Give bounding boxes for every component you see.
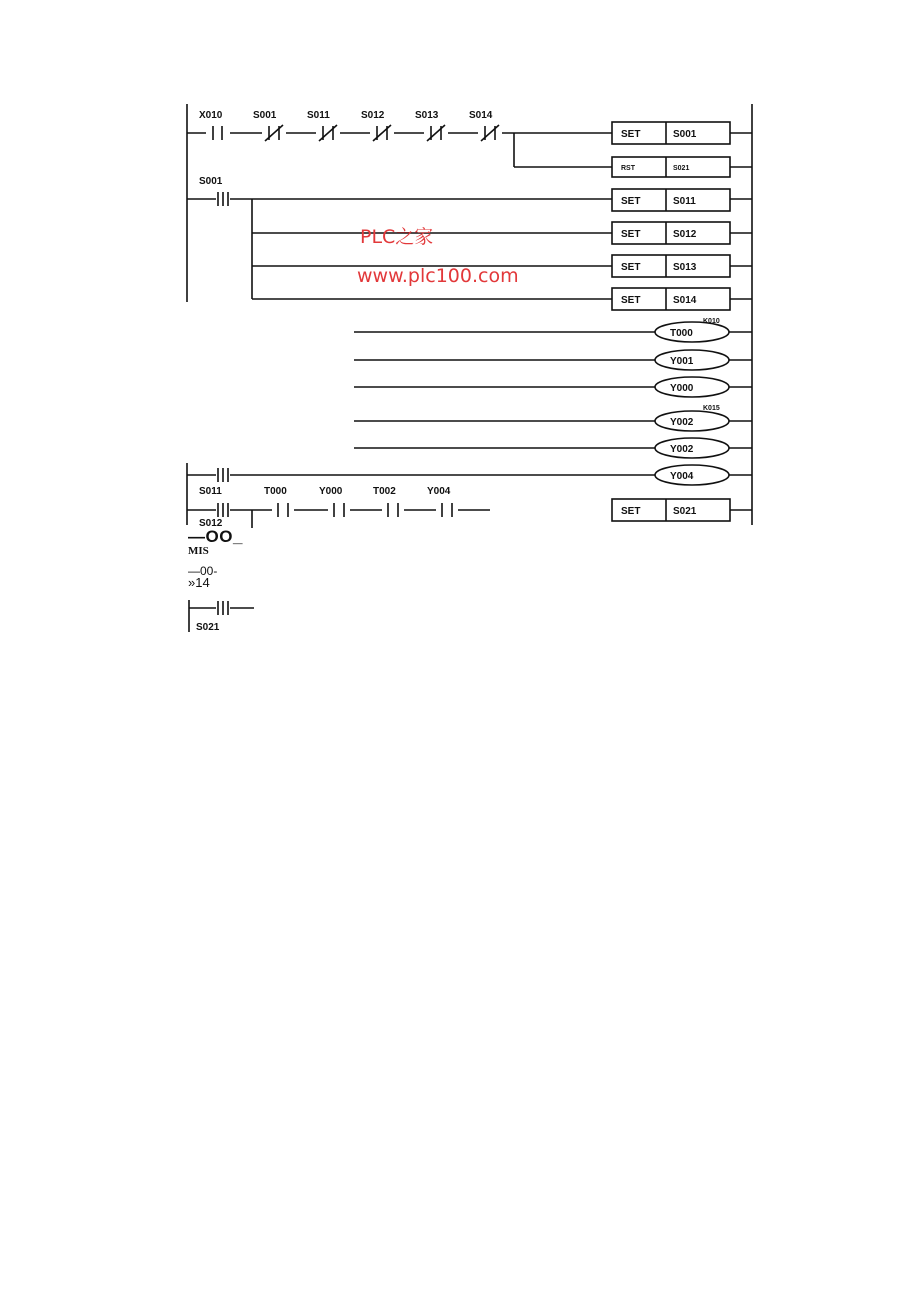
no-contact-y000: [328, 503, 350, 517]
svg-text:S013: S013: [673, 262, 697, 273]
svg-text:Y004: Y004: [670, 471, 694, 482]
no-contact-t002: [382, 503, 404, 517]
instruction-set-s012: [612, 222, 752, 244]
contact-label-t002: T002: [373, 486, 396, 497]
svg-text:K010: K010: [703, 318, 720, 325]
coil-y002-a: [655, 405, 752, 431]
watermark-url: www.plc100.com: [357, 265, 519, 287]
ocr-fragment-oo: —OO_: [188, 527, 243, 546]
svg-text:RST: RST: [621, 165, 635, 172]
svg-text:SET: SET: [621, 262, 641, 273]
coil-t000: [655, 318, 752, 342]
svg-text:SET: SET: [621, 129, 641, 140]
svg-text:S021: S021: [673, 506, 697, 517]
step-label-s011: S011: [199, 486, 222, 497]
svg-text:S014: S014: [673, 295, 697, 306]
instruction-set-s014: [612, 288, 752, 310]
contact-label-s001: S001: [253, 110, 277, 121]
nc-contact-s014: [478, 125, 502, 141]
svg-text:S011: S011: [673, 196, 696, 207]
step-label-s012: S012: [199, 518, 223, 529]
nc-contact-s001: [262, 125, 286, 141]
watermark-brand: PLC之家: [360, 226, 434, 248]
ladder-diagram: [0, 0, 920, 650]
svg-text:T000: T000: [670, 328, 693, 339]
svg-text:S021: S021: [673, 165, 690, 172]
no-contact-y004: [436, 503, 458, 517]
svg-text:Y002: Y002: [670, 417, 694, 428]
instruction-set-s001: [612, 122, 752, 144]
stl-contact-s011: [216, 467, 230, 483]
contact-label-x010: X010: [199, 110, 223, 121]
ocr-fragment-oo2: —00-: [188, 564, 218, 578]
svg-text:Y001: Y001: [670, 356, 694, 367]
nc-contact-s012: [370, 125, 394, 141]
svg-text:Y002: Y002: [670, 444, 694, 455]
instruction-set-s021: [612, 499, 752, 521]
coil-y000: [655, 377, 752, 397]
svg-text:K015: K015: [703, 405, 720, 412]
coil-y001: [655, 350, 752, 370]
contact-label-y004: Y004: [427, 486, 451, 497]
svg-text:S012: S012: [673, 229, 697, 240]
stl-contact-s012: [216, 502, 230, 518]
nc-contact-s011: [316, 125, 340, 141]
instruction-rst-s021: [612, 157, 752, 177]
contact-label-s013: S013: [415, 110, 439, 121]
svg-text:SET: SET: [621, 295, 641, 306]
instruction-set-s011: [612, 189, 752, 211]
instruction-set-s013: [612, 255, 752, 277]
blank-region: [188, 304, 352, 462]
nc-contact-s013: [424, 125, 448, 141]
contact-label-s011: S011: [307, 110, 330, 121]
no-contact-t000: [272, 503, 294, 517]
ocr-fragment-mis: MIS: [188, 545, 209, 557]
svg-text:SET: SET: [621, 196, 641, 207]
stl-contact-s021: [216, 600, 230, 616]
stl-contact-s001: [216, 191, 230, 207]
contact-label-s014: S014: [469, 110, 493, 121]
svg-text:Y000: Y000: [670, 383, 694, 394]
coil-y002-b: [655, 438, 752, 458]
svg-text:SET: SET: [621, 506, 641, 517]
ocr-fragment-14: »14: [188, 575, 210, 590]
step-label-s021: S021: [196, 622, 220, 633]
step-label-s001: S001: [199, 176, 223, 187]
contact-label-s012: S012: [361, 110, 385, 121]
contact-label-t000: T000: [264, 486, 287, 497]
svg-text:SET: SET: [621, 229, 641, 240]
contact-label-y000: Y000: [319, 486, 343, 497]
svg-text:S001: S001: [673, 129, 697, 140]
coil-y004: [655, 465, 752, 485]
